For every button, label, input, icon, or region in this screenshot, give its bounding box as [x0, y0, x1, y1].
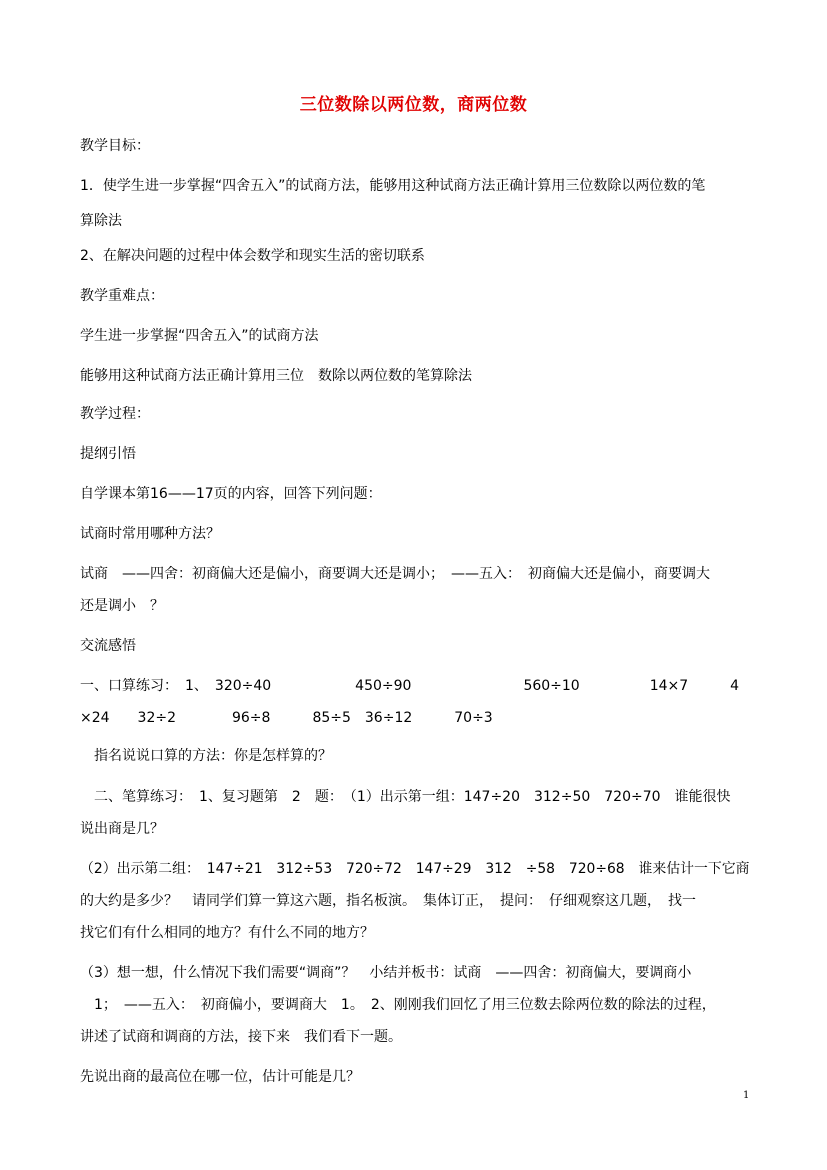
text-line: 教学目标： — [80, 138, 150, 154]
text-line: 说出商是几？ — [80, 821, 164, 837]
document-title: 三位数除以两位数，商两位数 — [299, 95, 528, 115]
text-line: 提纲引悟 — [80, 446, 136, 462]
text-line: 1．使学生进一步掌握“四舍五入”的试商方法，能够用这种试商方法正确计算用三位数除以两位数的笔 — [80, 178, 706, 194]
text-line: 先说出商的最高位在哪一位，估计可能是几？ — [80, 1069, 360, 1085]
text-line: 学生进一步掌握“四舍五入”的试商方法 — [80, 328, 319, 344]
text-line: 2、在解决问题的过程中体会数学和现实生活的密切联系 — [80, 248, 425, 264]
text-line: ×24 32÷2 96÷8 85÷5 36÷12 70÷3 — [80, 710, 493, 726]
text-line: （3）想一想，什么情况下我们需要“调商”？ 小结并板书：试商 ——四舍：初商偏大，要调商小 — [80, 965, 692, 981]
text-line: 一、口算练习： 1、 320÷40 450÷90 560÷10 14×7 4 — [80, 678, 740, 694]
text-line: 教学重难点： — [80, 288, 164, 304]
text-line: 1； ——五入： 初商偏小，要调商大 1。 2、刚刚我们回忆了用三位数去除两位数的除法的过程， — [80, 997, 716, 1013]
text-line: 试商时常用哪种方法？ — [80, 526, 220, 542]
text-line: 找它们有什么相同的地方？有什么不同的地方？ — [80, 925, 374, 941]
text-line: 试商 ——四舍：初商偏大还是偏小，商要调大还是调小； ——五入： 初商偏大还是偏小，商要调大 — [80, 566, 710, 582]
text-line: （2）出示第二组： 147÷21 312÷53 720÷72 147÷29 312 ÷58 720÷68 谁来估计一下它商 — [80, 861, 750, 877]
text-line: 自学课本第16——17页的内容，回答下列问题： — [80, 486, 382, 502]
text-line: 还是调小 ？ — [80, 598, 164, 614]
text-line: 指名说说口算的方法：你是怎样算的？ — [80, 748, 332, 764]
text-line: 算除法 — [80, 213, 122, 229]
text-line: 教学过程： — [80, 406, 150, 422]
text-line: 交流感悟 — [80, 638, 136, 654]
text-line: 讲述了试商和调商的方法，接下来 我们看下一题。 — [80, 1029, 402, 1045]
text-line: 能够用这种试商方法正确计算用三位 数除以两位数的笔算除法 — [80, 368, 472, 384]
text-line: 二、笔算练习： 1、复习题第 2 题： （1）出示第一组：147÷20 312÷50 720÷70 谁能很快 — [80, 789, 731, 805]
text-line: 的大约是多少？ 请同学们算一算这六题，指名板演。 集体订正， 提问： 仔细观察这几题， 找一 — [80, 893, 696, 909]
page-number: 1 — [743, 1090, 750, 1101]
